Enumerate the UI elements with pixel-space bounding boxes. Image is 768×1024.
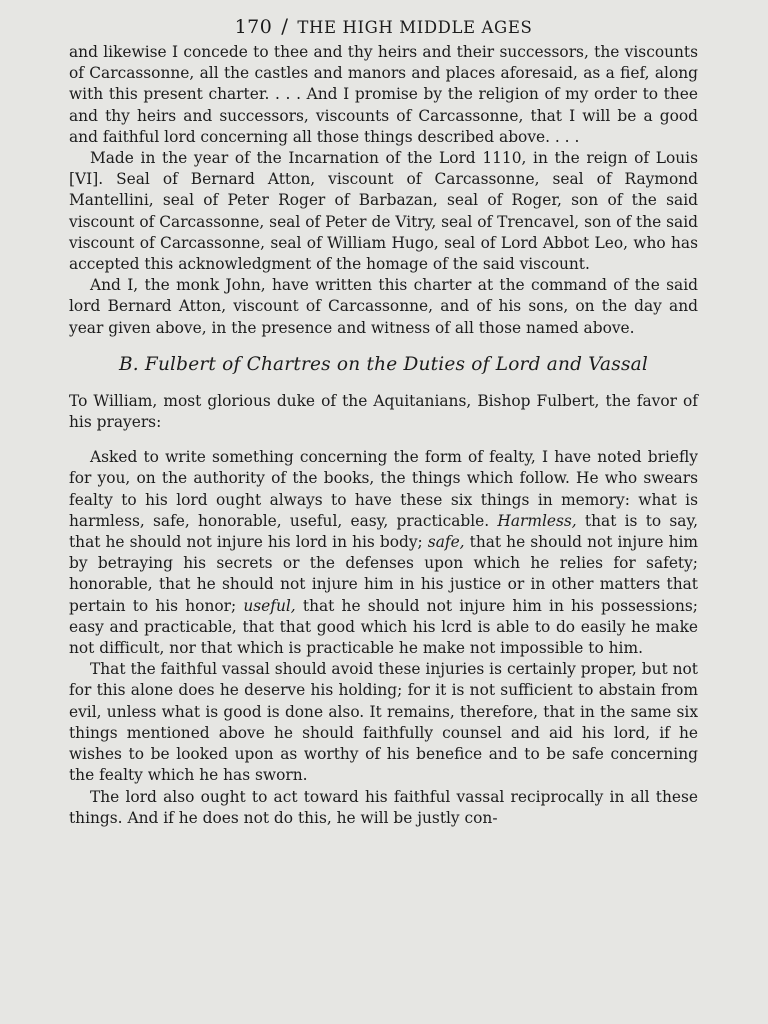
page-number: 170 xyxy=(234,16,273,38)
text-run: that is to say, that he should not injure his lord in his body; xyxy=(69,511,699,552)
text-run: that he should not injure him in his possessions; easy and practicable, that that good which his lcrd is able to do easily he make not difficult, nor that which is practicable he make not impossible to him. xyxy=(69,596,698,658)
term-safe: safe, xyxy=(427,533,465,552)
section-heading: B. Fulbert of Chartres on the Duties of Lord and Vassal xyxy=(118,353,649,375)
charter-paragraph-3: And I, the monk John, have written this charter at the command of the said lord Bernard Atton, viscount of Carcassonne, and of his sons, on the day and year given above, in the presence and witness of all those named above. xyxy=(69,276,698,337)
spacer xyxy=(69,433,698,447)
fulbert-paragraph-3: The lord also ought to act toward his faithful vassal reciprocally in all these things. And if he does not do this, he will be justly con- xyxy=(69,787,698,827)
header-separator: / xyxy=(281,14,289,38)
charter-paragraph-1: and likewise I concede to thee and thy heirs and their successors, the viscounts of Carcassonne, all the castles and manors and places aforesaid, as a fief, along with this present charter. . . . And I promise by the religion of my order to thee and thy heirs and successors, viscounts of Carcassonne, that I will be a good and faithful lord concerning all those things described above. . . . xyxy=(69,43,698,146)
spacer xyxy=(69,377,698,391)
text-run: that he should not injure him by betraying his secrets or the defenses upon which he relies for safety; honorable, that he should not injure him in his justice or in other matters that pertain to his honor; xyxy=(69,533,698,615)
term-harmless: Harmless, xyxy=(497,511,577,530)
charter-paragraph-2: Made in the year of the Incarnation of the Lord 1110, in the reign of Louis [VI]. Seal of Bernard Atton, viscount of Carcassonne, seal of Raymond Mantellini, seal of Peter Roger of Barbazan, seal of Roger, son of the said viscount of Carcassonne, seal of Peter de Vitry, seal of Trencavel, son of the said viscount of Carcassonne, seal of William Hugo, seal of Lord Abbot Leo, who has accepted this acknowledgment of the homage of the said viscount. xyxy=(69,149,698,274)
running-head xyxy=(69,12,698,40)
book-title: THE HIGH MIDDLE AGES xyxy=(297,18,533,37)
salutation: To William, most glorious duke of the Aquitanians, Bishop Fulbert, the favor of his prayers: xyxy=(69,391,698,432)
fulbert-paragraph-1 xyxy=(69,447,698,659)
spacer xyxy=(69,339,698,353)
fulbert-paragraph-2: That the faithful vassal should avoid these injuries is certainly proper, but not for this alone does he deserve his holding; for it is not sufficient to abstain from evil, unless what is good is done also. It remains, therefore, that in the same six things mentioned above he should faithfully counsel and aid his lord, if he wishes to be looked upon as worthy of his benefice and to be safe concerning the fealty which he has sworn. xyxy=(69,660,698,785)
term-useful: useful, xyxy=(243,596,296,615)
text-run: Asked to write something concerning the form of fealty, I have noted briefly for you, on the authority of the books, the things which follow. He who swears fealty to his lord ought always to have these six things in memory: what is harmless, safe, honorable, useful, easy, practicable. xyxy=(69,448,698,530)
